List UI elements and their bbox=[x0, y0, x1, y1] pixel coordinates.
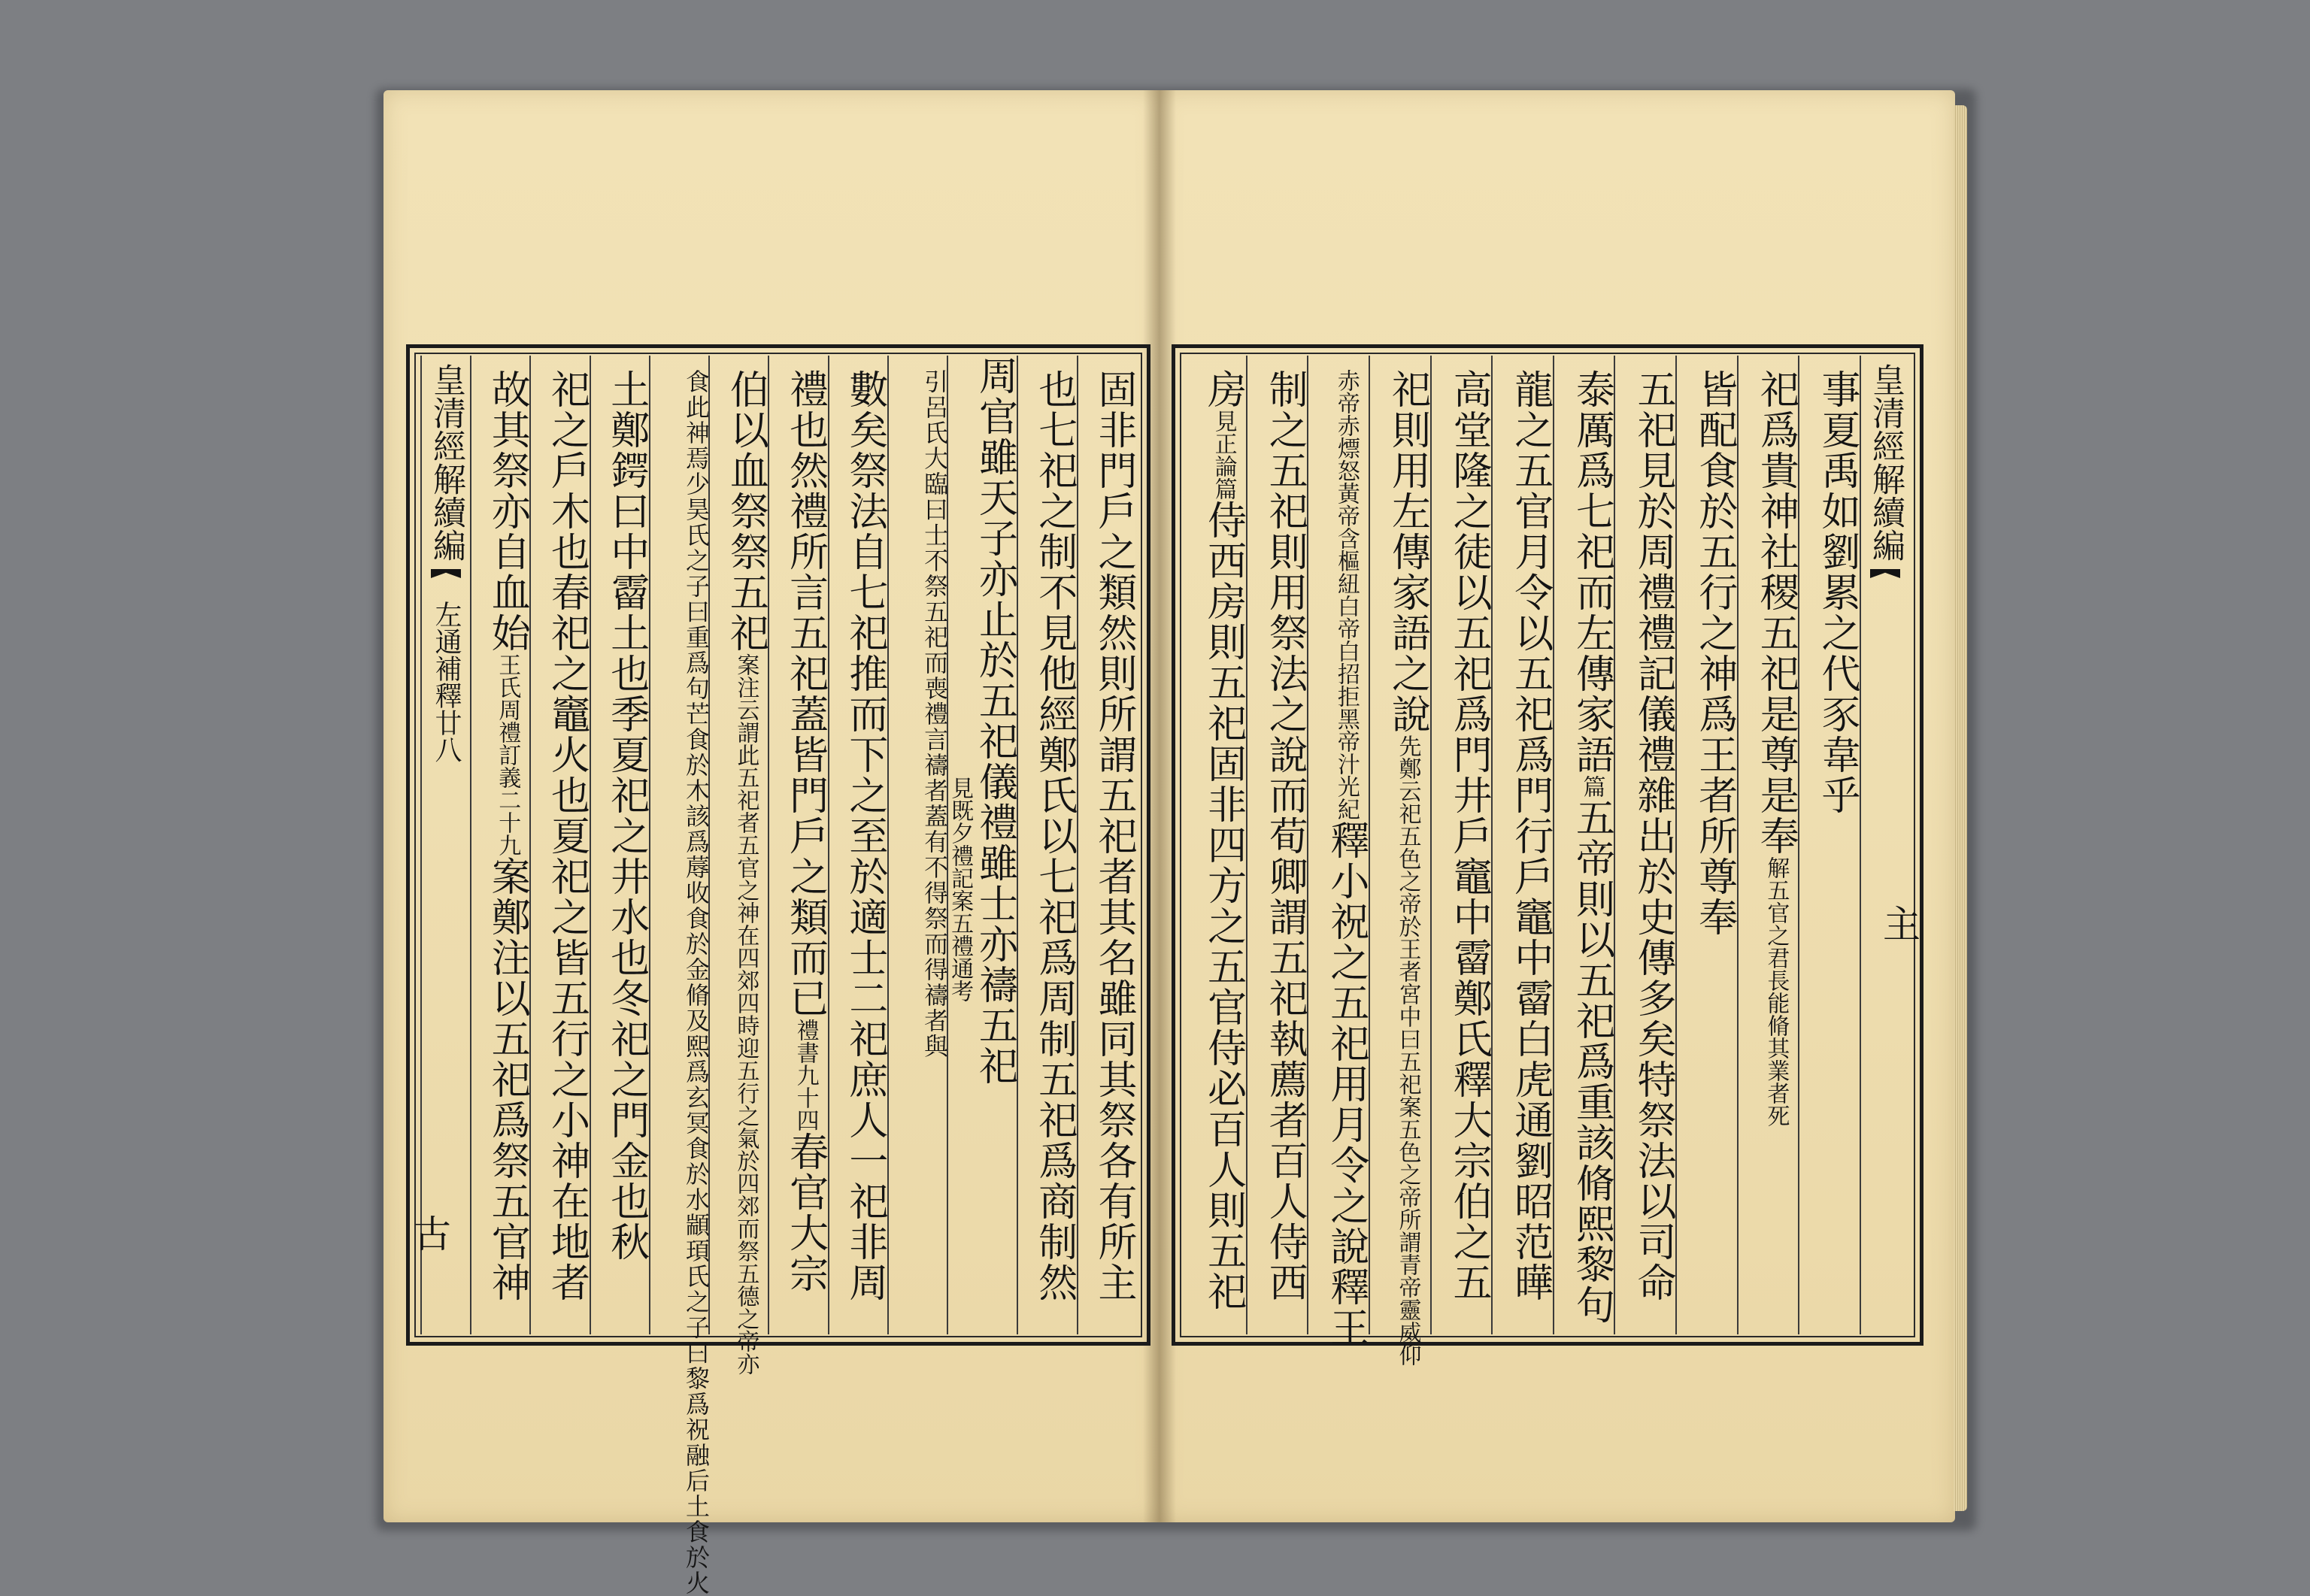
annotation-text: 案注云謂此五祀者五官之神在四郊四時迎五行之氣於四郊而祭五德之帝亦 bbox=[732, 653, 759, 1375]
main-text: 祀爲貴神社稷五祀是尊是奉 bbox=[1753, 369, 1799, 856]
fishtail-mark bbox=[1870, 569, 1900, 578]
annotation-text: 食此神焉少昊氏之子曰重爲句芒食於木該爲蓐收食於金脩及熙爲玄冥食於水顓頊氏之子曰黎爲祝融后土食於火 bbox=[682, 369, 711, 1596]
main-text: 禮也然禮所言五祀蓋皆門戶之類而已 bbox=[782, 369, 828, 1019]
main-text: 釋小祝之五祀用月令之說釋王 bbox=[1323, 820, 1369, 1348]
annotation-text: 赤帝赤熛怒黃帝含樞紐白帝白招拒黑帝汁光紀 bbox=[1332, 369, 1360, 820]
text-column: 五祀見於周禮禮記儀禮雜出於史傳多矣特祭法以司命 bbox=[1614, 356, 1675, 1334]
text-column bbox=[470, 356, 529, 1334]
annotation-text: 禮書九十四 bbox=[792, 1019, 819, 1131]
main-text: 案鄭注以五祀爲祭五官神 bbox=[484, 856, 530, 1303]
text-column: 龍之五官月令以五祀爲門行戶竈中霤白虎通劉昭范曄 bbox=[1491, 356, 1553, 1334]
main-text: 五帝則以五祀爲重該脩熙黎句 bbox=[1569, 798, 1614, 1325]
page-number: 古 bbox=[408, 1214, 451, 1252]
annotation-text: 先鄭云祀五色之帝於王者宮中曰五祀案五色之帝所謂青帝靈威仰 bbox=[1394, 734, 1421, 1366]
main-text: 周官雖天子亦止於五祀儀禮雖士亦禱五祀 bbox=[972, 356, 1017, 1086]
text-column bbox=[1186, 356, 1246, 1334]
page-edge-title bbox=[420, 356, 470, 1334]
annotation-text: 解五官之君長能脩其業者死 bbox=[1763, 856, 1790, 1127]
text-column bbox=[947, 356, 1017, 1334]
main-text: 伯以血祭祭五祀 bbox=[723, 369, 768, 653]
main-text: 祀則用左傳家語之說 bbox=[1384, 369, 1430, 734]
page-edges bbox=[1954, 105, 1967, 1511]
main-text: 春官大宗 bbox=[782, 1131, 828, 1294]
annotation-text: 引呂氏大臨曰士不祭五祀而喪禮言禱者蓋有不得祭而得禱者與 bbox=[920, 369, 950, 1059]
text-column bbox=[1737, 356, 1799, 1334]
text-column: 高堂隆之徒以五祀爲門井戶竈中霤鄭氏釋大宗伯之五 bbox=[1430, 356, 1492, 1334]
text-column bbox=[649, 356, 711, 1596]
text-column: 土鄭鍔曰中霤土也季夏祀之井水也冬祀之門金也秋 bbox=[590, 356, 649, 1334]
text-column: 也七祀之制不見他經鄭氏以七祀爲周制五祀爲商制然 bbox=[1017, 356, 1076, 1334]
annotation-text: 見正論篇 bbox=[1210, 410, 1237, 500]
text-column bbox=[1553, 356, 1614, 1334]
text-column bbox=[768, 356, 827, 1334]
text-column: 數矣祭法自七祀推而下之至於適士二祀庶人一祀非周 bbox=[828, 356, 887, 1334]
text-column: 固非門戶之類然則所謂五祀者其名雖同其祭各有所主 bbox=[1077, 356, 1136, 1334]
page-edge-title bbox=[1860, 356, 1909, 1334]
text-column bbox=[1307, 356, 1369, 1348]
text-column bbox=[1369, 356, 1430, 1366]
text-column: 祀之戶木也春祀之竈火也夏祀之皆五行之小神在地者 bbox=[529, 356, 589, 1334]
right-text-frame bbox=[1172, 344, 1923, 1366]
left-text-frame bbox=[406, 344, 1150, 1596]
fishtail-mark bbox=[431, 569, 461, 578]
page-number: 主 bbox=[1877, 904, 1920, 942]
main-text: 故其祭亦自血始 bbox=[484, 369, 530, 653]
main-text: 房 bbox=[1200, 369, 1246, 410]
main-text: 泰厲爲七祀而左傳家語 bbox=[1569, 369, 1614, 775]
annotation-text: 王氏周禮訂義二十九 bbox=[494, 653, 521, 856]
text-column: 事夏禹如劉累之代豕韋乎 bbox=[1798, 356, 1860, 1334]
text-column: 皆配食於五行之神爲王者所尊奉 bbox=[1675, 356, 1737, 1334]
text-column: 制之五祀則用祭法之說而荀卿謂五祀執薦者百人侍西 bbox=[1246, 356, 1308, 1334]
edge-subtitle: 左通補釋廿八 bbox=[430, 601, 462, 763]
edge-title: 皇清經解續編 bbox=[426, 363, 465, 562]
annotation-text: 篇 bbox=[1578, 775, 1605, 798]
edge-title: 皇清經解續編 bbox=[1866, 363, 1905, 562]
text-column bbox=[887, 356, 950, 1334]
main-text: 侍西房則五祀固非四方之五官侍必百人則五祀 bbox=[1200, 500, 1246, 1312]
text-column bbox=[708, 356, 768, 1375]
annotation-text: 見既夕禮記案五禮通考 bbox=[947, 777, 974, 1002]
